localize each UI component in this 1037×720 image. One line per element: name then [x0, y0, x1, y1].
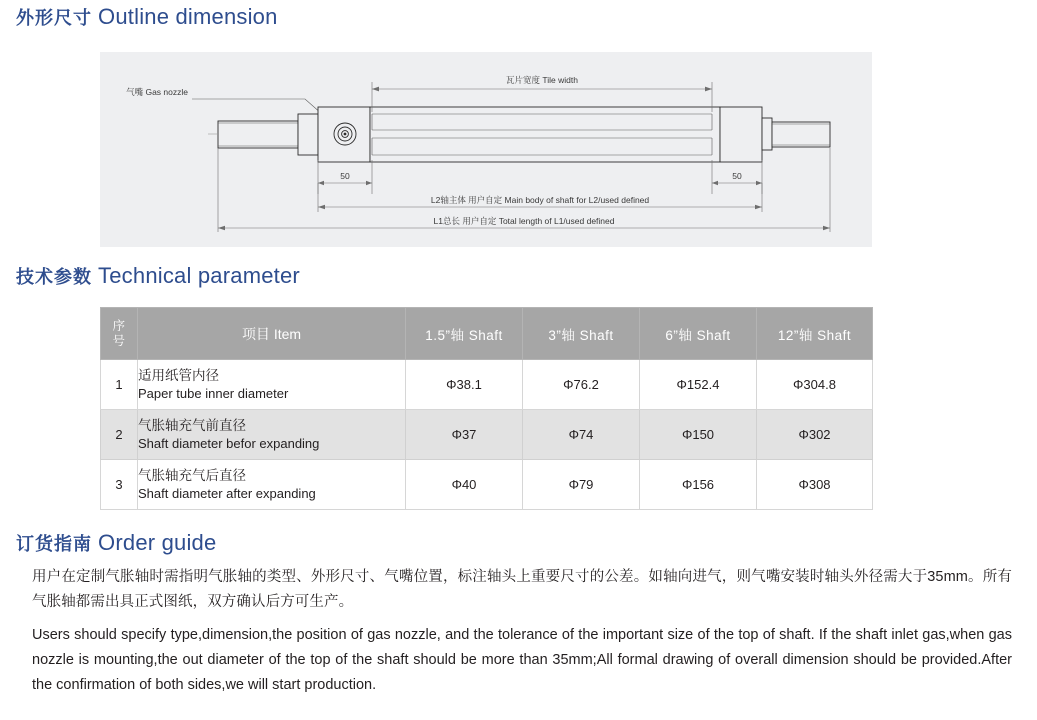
row-value-shaft-12: Φ304.8 [757, 360, 873, 410]
right-50-arrow-a [712, 181, 718, 185]
l1-label: L1总长 用户自定 Total length of L1/used defined [433, 216, 615, 226]
column-header-shaft-1-5 [406, 308, 523, 360]
right-journal [720, 107, 762, 162]
column-header-item: 项目 Item [138, 308, 406, 360]
l1-arrow-left [218, 226, 225, 231]
section-heading-technical-cn: 技术参数 [16, 267, 92, 287]
row-value-shaft-12: Φ308 [757, 460, 873, 510]
order-guide-body [32, 565, 1012, 698]
row-value-shaft-1-5: Φ40 [406, 460, 523, 510]
section-heading-order-guide [16, 530, 216, 556]
gas-nozzle-label: 气嘴 Gas nozzle [126, 87, 188, 97]
tile-width-arrow-left [372, 87, 379, 92]
column-header-shaft-1-5-label: 1.5”轴 Shaft [425, 327, 503, 343]
left-collar [298, 114, 318, 155]
l2-arrow-right [755, 205, 762, 210]
row-value-shaft-3: Φ74 [523, 410, 640, 460]
column-header-shaft-3-label: 3”轴 Shaft [548, 327, 614, 343]
order-guide-paragraph-cn: 用户在定制气胀轴时需指明气胀轴的类型、外形尺寸、气嘴位置，标注轴头上重要尺寸的公差。如轴向进气，则气嘴安装时轴头外径需大于35mm。所有气胀轴都需出具正式图纸，双方确认后方可生产。 [32, 569, 1012, 610]
column-header-shaft-6-label: 6”轴 Shaft [665, 327, 731, 343]
row-value-shaft-6: Φ152.4 [640, 360, 757, 410]
section-heading-order-cn: 订货指南 [16, 534, 92, 554]
left-50-label: 50 [340, 171, 350, 181]
row-value-shaft-3: Φ76.2 [523, 360, 640, 410]
column-header-shaft-12-label: 12”轴 Shaft [777, 327, 852, 343]
order-guide-paragraph-en: Users should specify type,dimension,the position of gas nozzle, and the tolerance of the important size of the top of shaft. If the shaft inlet gas,when gas nozzle is mounting,the out diameter of the top of the shaft should be more than 35mm;All formal drawing of overall dimension should be provided.After the confirmation of both sides,we will start production. [32, 627, 1012, 693]
table-row [101, 360, 873, 410]
row-item-en: Shaft diameter after expanding [138, 485, 316, 501]
column-header-shaft-3 [523, 308, 640, 360]
row-item-cn: 适用纸管内径 [138, 368, 219, 384]
column-header-shaft-6 [640, 308, 757, 360]
column-header-no-line1: 序 [112, 319, 126, 334]
row-item-cn: 气胀轴充气前直径 [138, 418, 246, 434]
technical-parameter-table [100, 307, 873, 510]
section-heading-technical-parameter [16, 263, 300, 289]
shaft-outline-drawing [100, 52, 872, 247]
row-item-cn: 气胀轴充气后直径 [138, 468, 246, 484]
section-heading-order-en: Order guide [98, 530, 217, 555]
table-row [101, 410, 873, 460]
section-heading-outline-cn: 外形尺寸 [16, 8, 92, 28]
section-heading-technical-en: Technical parameter [98, 263, 300, 288]
row-value-shaft-12: Φ302 [757, 410, 873, 460]
section-heading-outline-en: Outline dimension [98, 4, 278, 29]
right-end-stub [772, 122, 830, 147]
row-value-shaft-6: Φ156 [640, 460, 757, 510]
row-value-shaft-6: Φ150 [640, 410, 757, 460]
column-header-shaft-12 [757, 308, 873, 360]
left-50-arrow-a [318, 181, 324, 185]
l2-label: L2轴主体 用户自定 Main body of shaft for L2/used defined [430, 195, 650, 205]
table-header [101, 308, 873, 360]
column-header-no-line2: 号 [112, 333, 126, 348]
row-item-en: Shaft diameter befor expanding [138, 435, 320, 451]
gas-nozzle-center-dot [344, 133, 347, 136]
outline-dimension-drawing-panel [100, 52, 872, 247]
row-value-shaft-1-5: Φ37 [406, 410, 523, 460]
row-item [138, 410, 406, 460]
l2-arrow-left [318, 205, 325, 210]
section-heading-outline-dimension [16, 4, 278, 30]
l1-arrow-right [823, 226, 830, 231]
row-number: 2 [101, 410, 138, 460]
row-item-en: Paper tube inner diameter [138, 385, 289, 401]
shaft-main-body [370, 107, 720, 162]
left-end-stub [218, 121, 298, 148]
table-header-row [101, 308, 873, 360]
tile-width-arrow-right [705, 87, 712, 92]
right-50-arrow-b [756, 181, 762, 185]
column-header-no [101, 308, 138, 360]
table-row [101, 460, 873, 510]
left-50-arrow-b [366, 181, 372, 185]
table-body [101, 360, 873, 510]
right-collar [762, 118, 772, 150]
right-50-label: 50 [732, 171, 742, 181]
gas-nozzle-leader-line [192, 99, 322, 114]
row-value-shaft-1-5: Φ38.1 [406, 360, 523, 410]
tile-width-label: 瓦片宽度 Tile width [506, 75, 578, 85]
row-number: 3 [101, 460, 138, 510]
row-item [138, 360, 406, 410]
row-value-shaft-3: Φ79 [523, 460, 640, 510]
row-number: 1 [101, 360, 138, 410]
row-item [138, 460, 406, 510]
